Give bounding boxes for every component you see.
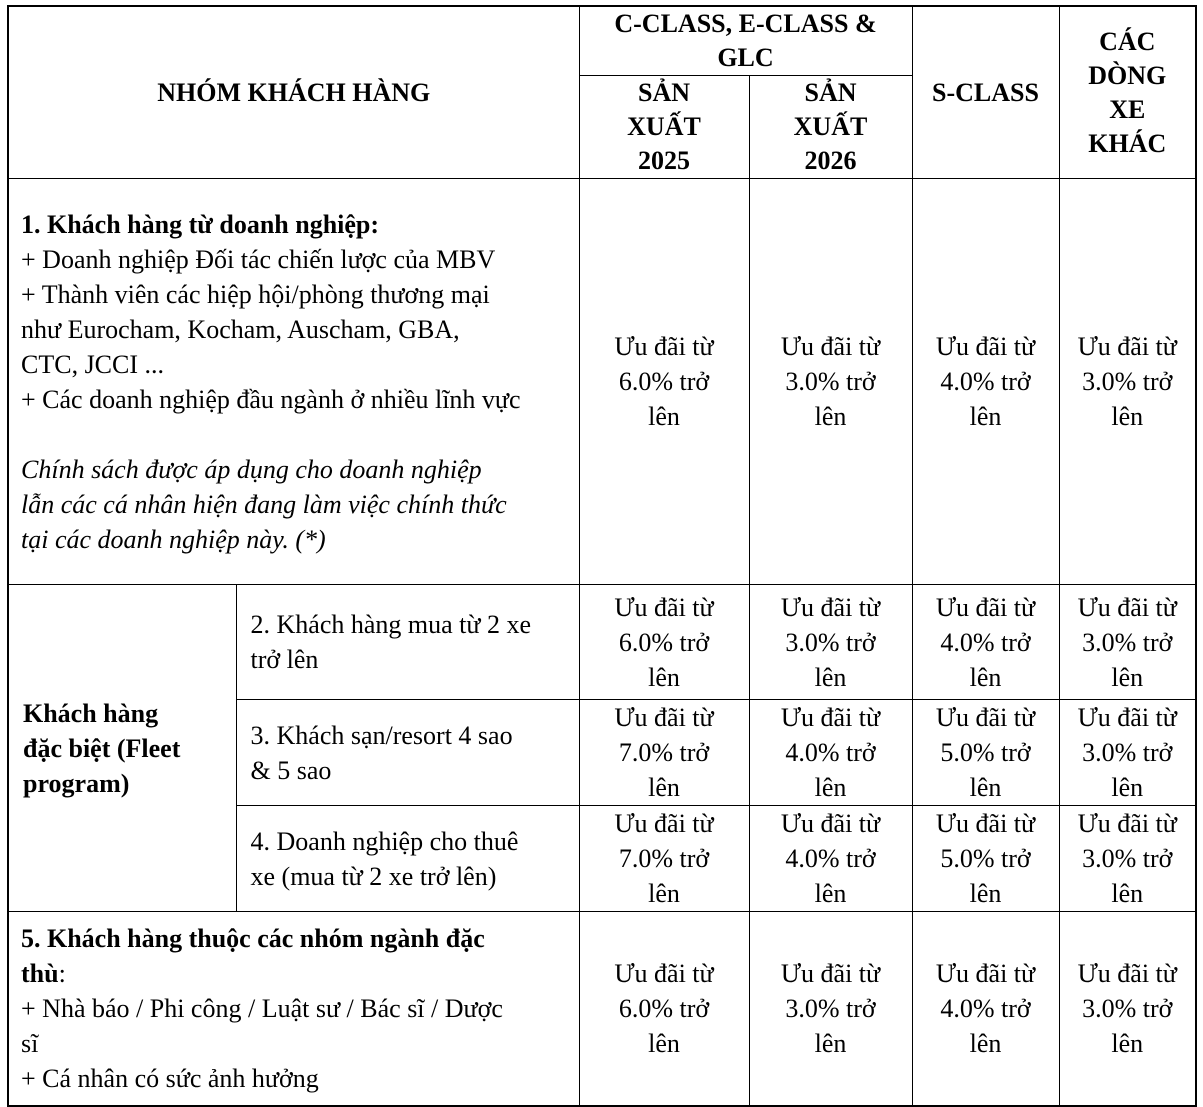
special-industry-title-line [21,921,521,991]
offer-fleet2-2026: Ưu đãi từ 3.0% trở lên [749,585,912,700]
offer-fleet2-other: Ưu đãi từ 3.0% trở lên [1059,585,1196,700]
offer-special-2026: Ưu đãi từ 3.0% trở lên [749,912,912,1106]
corporate-customers-note: Chính sách được áp dụng cho doanh nghiệp lẫn các cá nhân hiện đang làm việc chính thức tại các doanh nghiệp này. (*) [21,454,507,554]
offer-fleet2-s-class: Ưu đãi từ 4.0% trở lên [912,585,1059,700]
offer-fleet4-other: Ưu đãi từ 3.0% trở lên [1059,806,1196,912]
offer-corporate-2026: Ưu đãi từ 3.0% trở lên [749,179,912,585]
fleet-row-2-label-cell [236,585,579,700]
special-industry-line: + Nhà báo / Phi công / Luật sư / Bác sĩ / Dược sĩ [21,993,503,1058]
corporate-customers-title: 1. Khách hàng từ doanh nghiệp: [21,209,380,239]
fleet-program-cell [8,585,236,912]
offer-fleet3-2026: Ưu đãi từ 4.0% trở lên [749,700,912,806]
special-industry-cell [8,912,579,1106]
header-production-2025-label: SẢN XUẤT 2025 [627,78,701,175]
corporate-customers-line: + Thành viên các hiệp hội/phòng thương mại như Eurocham, Kocham, Auscham, GBA, CTC, JCCI ... [21,279,490,379]
corporate-customers-cell [8,179,579,585]
header-production-2026-label: SẢN XUẤT 2026 [793,78,868,175]
header-other-models-label: CÁC DÒNG XE KHÁC [1088,26,1167,158]
special-industry-title: 5. Khách hàng thuộc các nhóm ngành đặc thù [21,923,485,988]
offer-special-s-class: Ưu đãi từ 4.0% trở lên [912,912,1059,1106]
header-c-class-e-class-glc-label: C-CLASS, E-CLASS & GLC [614,9,877,72]
offer-special-2025: Ưu đãi từ 6.0% trở lên [579,912,749,1106]
offer-fleet2-2025: Ưu đãi từ 6.0% trở lên [579,585,749,700]
offer-fleet4-2026: Ưu đãi từ 4.0% trở lên [749,806,912,912]
special-industry-title-suffix: : [58,958,66,988]
offer-corporate-other: Ưu đãi từ 3.0% trở lên [1059,179,1196,585]
special-industry-line: + Cá nhân có sức ảnh hưởng [21,1063,319,1093]
fleet-row-2-label: 2. Khách hàng mua từ 2 xe trở lên [250,610,532,674]
header-customer-group [8,6,579,179]
fleet-row-4-label-cell [236,806,579,912]
offer-corporate-2025: Ưu đãi từ 6.0% trở lên [579,179,749,585]
offer-corporate-s-class: Ưu đãi từ 4.0% trở lên [912,179,1059,585]
fleet-program-label: Khách hàng đặc biệt (Fleet program) [23,698,181,798]
header-c-class-e-class-glc [579,6,912,76]
header-other-models [1059,6,1196,179]
fleet-row-3-label-cell [236,700,579,806]
offer-fleet4-2025: Ưu đãi từ 7.0% trở lên [579,806,749,912]
offer-fleet3-2025: Ưu đãi từ 7.0% trở lên [579,700,749,806]
offer-fleet3-other: Ưu đãi từ 3.0% trở lên [1059,700,1196,806]
corporate-customers-line: + Các doanh nghiệp đầu ngành ở nhiều lĩnh vực [21,384,521,414]
header-production-2025 [579,76,749,179]
header-production-2026 [749,76,912,179]
offer-fleet4-s-class: Ưu đãi từ 5.0% trở lên [912,806,1059,912]
fleet-row-4-label: 4. Doanh nghiệp cho thuê xe (mua từ 2 xe trở lên) [250,826,519,891]
discount-policy-table [7,5,1197,1107]
header-s-class [912,6,1059,179]
fleet-row-3-label: 3. Khách sạn/resort 4 sao & 5 sao [250,720,513,785]
corporate-customers-line: + Doanh nghiệp Đối tác chiến lược của MBV [21,244,496,274]
offer-special-other: Ưu đãi từ 3.0% trở lên [1059,912,1196,1106]
offer-fleet3-s-class: Ưu đãi từ 5.0% trở lên [912,700,1059,806]
header-customer-group-label: NHÓM KHÁCH HÀNG [157,77,431,107]
header-s-class-label: S-CLASS [932,77,1039,107]
